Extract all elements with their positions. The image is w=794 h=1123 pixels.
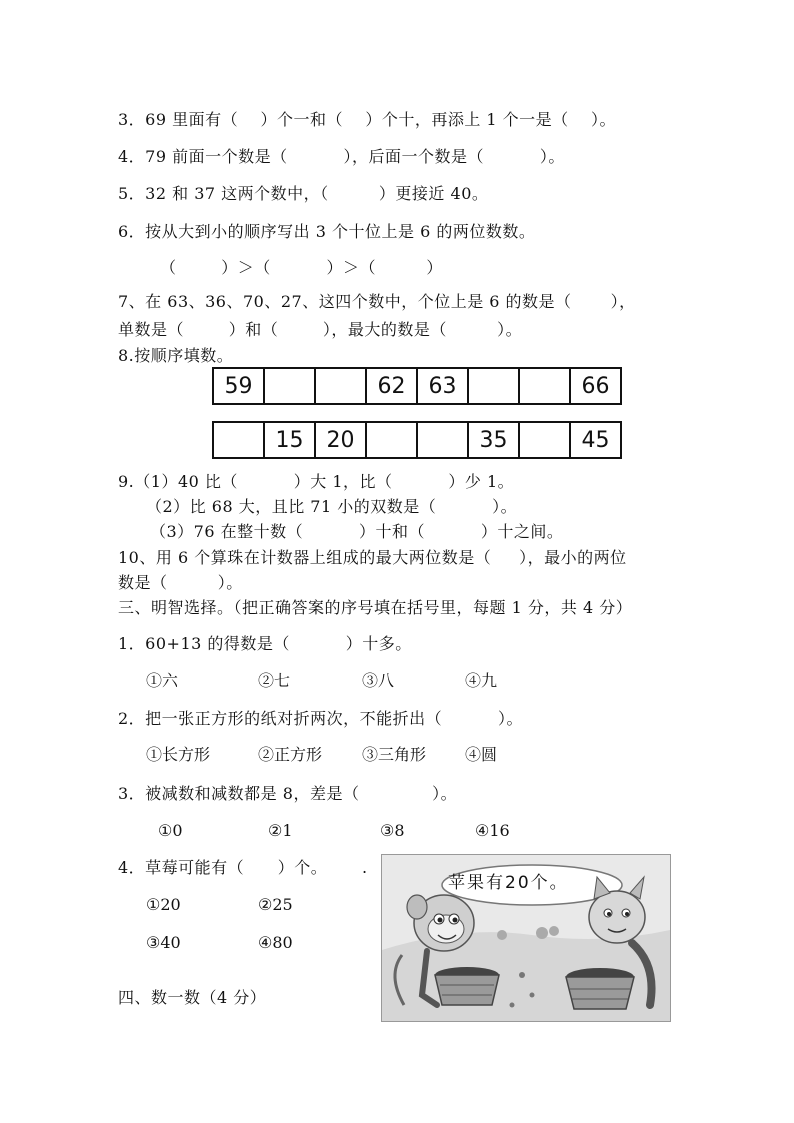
choice-1-option-d: ④九 — [465, 671, 498, 690]
seq-cell: 45 — [570, 422, 621, 458]
stray-dot: . — [362, 858, 368, 877]
question-5: 5．32 和 37 这两个数中，（ ）更接近 40。 — [118, 184, 489, 203]
choice-2-option-c: ③三角形 — [362, 745, 427, 764]
question-7-line2: 单数是（ ）和（ ），最大的数是（ ）。 — [118, 320, 523, 339]
choice-question-1: 1．60+13 的得数是（ ）十多。 — [118, 634, 412, 653]
seq-cell: 20 — [315, 422, 366, 458]
seq-cell — [213, 422, 264, 458]
seq-cell: 66 — [570, 368, 621, 404]
seq-cell — [519, 368, 570, 404]
sequence-row-1 — [212, 367, 622, 405]
seq-cell — [417, 422, 468, 458]
question-6-blanks: （ ）＞（ ）＞（ ） — [160, 258, 443, 277]
choice-1-option-b: ②七 — [258, 671, 291, 690]
choice-1-option-a: ①六 — [146, 671, 179, 690]
choice-3-option-b: ②1 — [268, 821, 293, 840]
question-7-line1: 7、在 63、36、70、27、这四个数中，个位上是 6 的数是（ ）， — [118, 292, 636, 311]
question-9-3: （3）76 在整十数（ ）十和（ ）十之间。 — [150, 522, 564, 541]
choice-3-option-d: ④16 — [475, 821, 510, 840]
choice-4-option-d: ④80 — [258, 933, 293, 952]
question-3: 3．69 里面有（ ）个一和（ ）个十，再添上 1 个一是（ ）。 — [118, 110, 617, 129]
choice-3-option-c: ③8 — [380, 821, 405, 840]
question-10-line2: 数是（ ）。 — [118, 573, 243, 592]
seq-cell: 63 — [417, 368, 468, 404]
seq-cell: 35 — [468, 422, 519, 458]
choice-question-4: 4．草莓可能有（ ）个。 — [118, 858, 328, 877]
question-9-1: 9.（1）40 比（ ）大 1，比（ ）少 1。 — [118, 472, 515, 491]
choice-1-option-c: ③八 — [362, 671, 395, 690]
choice-2-option-d: ④圆 — [465, 745, 498, 764]
seq-cell: 59 — [213, 368, 264, 404]
choice-2-option-b: ②正方形 — [258, 745, 323, 764]
choice-4-option-a: ①20 — [146, 895, 181, 914]
choice-4-option-b: ②25 — [258, 895, 293, 914]
seq-cell — [519, 422, 570, 458]
seq-cell: 62 — [366, 368, 417, 404]
seq-cell — [264, 368, 315, 404]
choice-question-2: 2．把一张正方形的纸对折两次，不能折出（ ）。 — [118, 709, 524, 728]
section-4-title: 四、数一数（4 分） — [118, 988, 267, 1007]
question-6: 6．按从大到小的顺序写出 3 个十位上是 6 的两位数数。 — [118, 222, 536, 241]
question-9-2: （2）比 68 大，且比 71 小的双数是（ ）。 — [146, 497, 518, 516]
question-4: 4．79 前面一个数是（ ），后面一个数是（ ）。 — [118, 147, 565, 166]
choice-4-option-c: ③40 — [146, 933, 181, 952]
choice-3-option-a: ①0 — [158, 821, 183, 840]
choice-question-3: 3．被减数和减数都是 8，差是（ ）。 — [118, 784, 458, 803]
question-8: 8.按顺序填数。 — [118, 346, 234, 365]
question-10-line1: 10、用 6 个算珠在计数器上组成的最大两位数是（ ），最小的两位 — [118, 548, 627, 567]
speech-bubble-text: 苹果有20个。 — [448, 873, 569, 893]
seq-cell — [366, 422, 417, 458]
section-3-title: 三、明智选择。（把正确答案的序号填在括号里，每题 1 分，共 4 分） — [118, 598, 633, 617]
choice-2-option-a: ①长方形 — [146, 745, 211, 764]
seq-cell — [315, 368, 366, 404]
seq-cell: 15 — [264, 422, 315, 458]
sequence-row-2 — [212, 421, 622, 459]
seq-cell — [468, 368, 519, 404]
